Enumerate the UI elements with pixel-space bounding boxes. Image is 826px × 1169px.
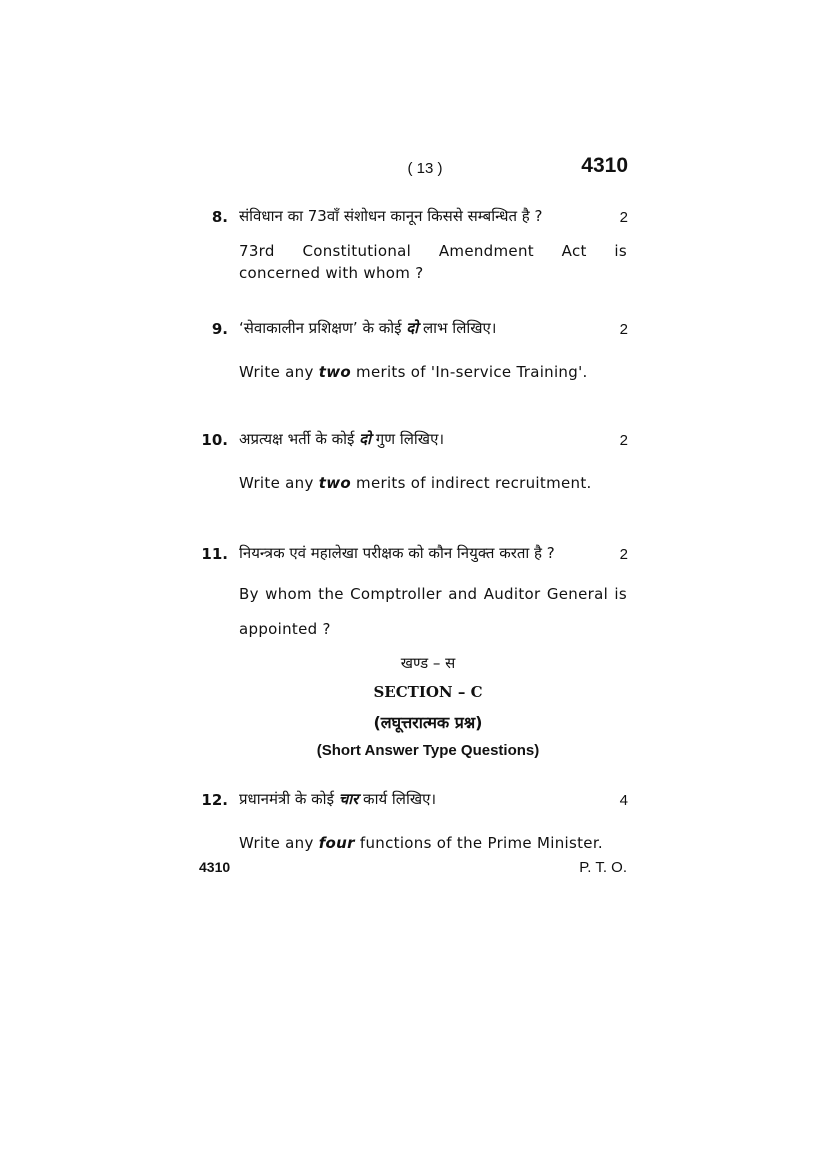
- english-emphasis: two: [318, 363, 351, 381]
- question-hindi: नियन्त्रक एवं महालेखा परीक्षक को कौन नियुक्त करता है ?: [239, 544, 555, 562]
- section-title: SECTION – C: [373, 683, 483, 701]
- question-number: 9.: [211, 320, 228, 338]
- hindi-text: प्रधानमंत्री के कोई: [239, 790, 334, 808]
- question-english: [239, 834, 627, 852]
- english-emphasis: two: [318, 474, 351, 492]
- pto-label: P. T. O.: [579, 859, 627, 876]
- hindi-text: कार्य लिखिए।: [363, 790, 437, 808]
- hindi-emphasis: दो: [359, 430, 372, 448]
- question-marks: 2: [619, 209, 628, 226]
- english-text: Write any: [239, 474, 314, 492]
- question-english: [239, 363, 627, 381]
- english-text: merits of indirect recruitment.: [356, 474, 592, 492]
- question-marks: 4: [619, 792, 628, 809]
- question-english: 73rd Constitutional Amendment Act is: [239, 242, 627, 260]
- question-hindi: [239, 789, 599, 809]
- hindi-text: अप्रत्यक्ष भर्ती के कोई: [239, 430, 355, 448]
- hindi-emphasis: चार: [338, 790, 359, 808]
- section-hindi-title: खण्ड – स: [400, 654, 456, 672]
- question-english: [239, 474, 627, 492]
- footer-code: 4310: [199, 859, 231, 875]
- hindi-emphasis: दो: [406, 319, 419, 337]
- question-hindi: [239, 318, 599, 338]
- question-number: 10.: [201, 431, 228, 449]
- question-marks: 2: [619, 321, 628, 338]
- question-english: concerned with whom ?: [239, 264, 424, 282]
- english-emphasis: four: [318, 834, 355, 852]
- english-text: merits of 'In-service Training'.: [356, 363, 588, 381]
- english-text: Write any: [239, 834, 314, 852]
- question-number: 8.: [211, 208, 228, 226]
- question-hindi: संविधान का 73वाँ संशोधन कानून किससे सम्बन्धित है ?: [239, 207, 543, 225]
- hindi-text: ‘सेवाकालीन प्रशिक्षण’ के कोई: [239, 319, 402, 337]
- section-subtitle: (Short Answer Type Questions): [316, 742, 540, 759]
- question-number: 12.: [201, 791, 228, 809]
- hindi-text: गुण लिखिए।: [375, 430, 445, 448]
- question-marks: 2: [619, 432, 628, 449]
- hindi-text: लाभ लिखिए।: [422, 319, 497, 337]
- english-text: functions of the Prime Minister.: [359, 834, 603, 852]
- section-hindi-subtitle: (लघूत्तरात्मक प्रश्न): [373, 713, 483, 732]
- english-text: Write any: [239, 363, 314, 381]
- paper-code: 4310: [581, 154, 628, 177]
- question-english: appointed ?: [239, 620, 331, 638]
- question-hindi: [239, 429, 599, 449]
- page-number: ( 13 ): [407, 160, 443, 177]
- question-number: 11.: [201, 545, 228, 563]
- question-marks: 2: [619, 546, 628, 563]
- question-english: By whom the Comptroller and Auditor General is: [239, 585, 627, 603]
